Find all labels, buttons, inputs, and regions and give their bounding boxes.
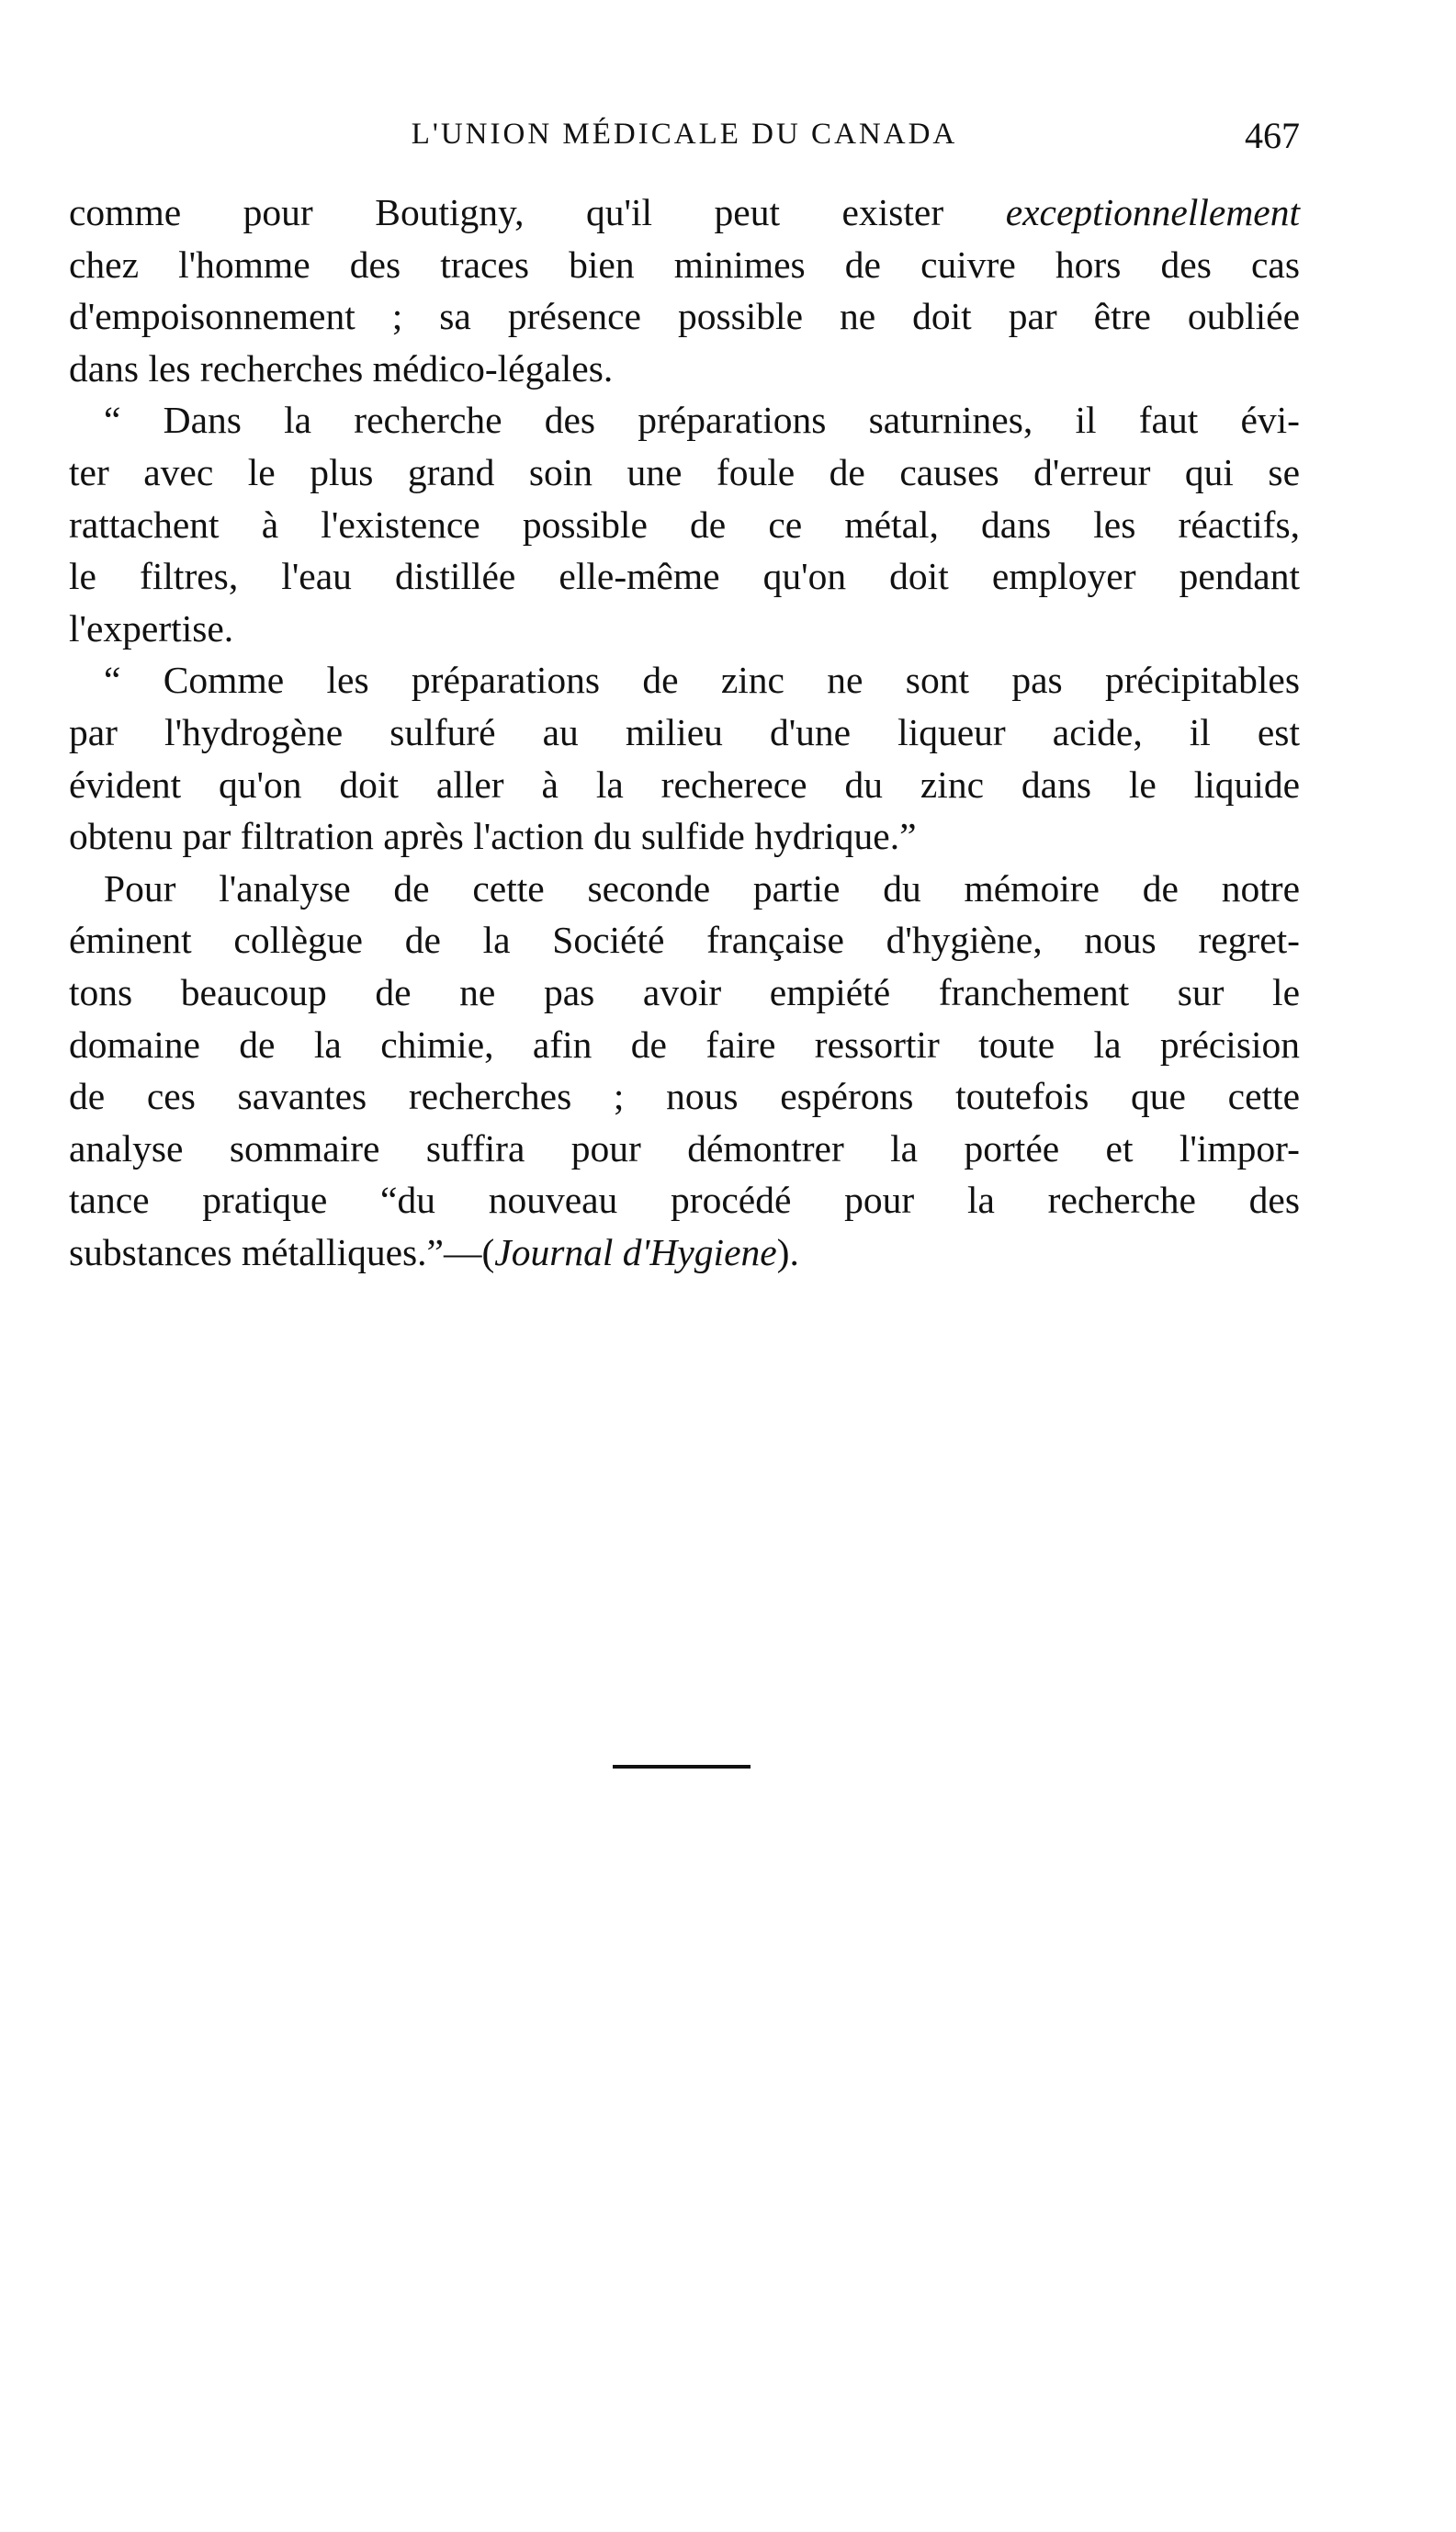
text-line-12: évident qu'on doit aller à la recherece du zinc dans le liquide: [69, 763, 1300, 806]
line-text-tail: ).: [776, 1230, 799, 1273]
italic-text: Journal d'Hygiene: [494, 1230, 777, 1273]
text-line-6: ter avec le plus grand soin une foule de causes d'erreur qui se: [69, 450, 1300, 493]
text-line-21: [69, 1226, 1300, 1279]
text-line-7: rattachent à l'existence possible de ce métal, dans les réactifs,: [69, 503, 1300, 546]
text-line-16: tons beaucoup de ne pas avoir empiété franchement sur le: [69, 970, 1300, 1013]
body-text: [69, 187, 1300, 1278]
page-number: 467: [1245, 115, 1300, 156]
text-line-2: chez l'homme des traces bien minimes de cuivre hors des cas: [69, 243, 1300, 286]
text-line-9: l'expertise.: [69, 606, 234, 650]
section-divider: [613, 1765, 751, 1769]
text-line-3: d'empoisonnement ; sa présence possible ne doit par être oubliée: [69, 295, 1300, 338]
text-line-20: tance pratique “du nouveau procédé pour la recherche des: [69, 1179, 1300, 1222]
running-head: [69, 115, 1300, 164]
line-text: comme pour Boutigny, qu'il peut exister: [69, 191, 1006, 233]
text-line-11: par l'hydrogène sulfuré au milieu d'une liqueur acide, il est: [69, 710, 1300, 753]
text-line-4: dans les recherches médico-légales.: [69, 346, 614, 390]
text-line-18: de ces savantes recherches ; nous espérons toutefois que cette: [69, 1075, 1300, 1118]
line-text: substances métalliques.”—(: [69, 1230, 495, 1273]
running-title: L'UNION MÉDICALE DU CANADA: [411, 118, 958, 151]
text-line-19: analyse sommaire suffira pour démontrer la portée et l'impor-: [69, 1126, 1300, 1170]
text-line-8: le filtres, l'eau distillée elle-même qu'on doit employer pendant: [69, 555, 1300, 598]
italic-text: exceptionnellement: [1005, 191, 1300, 233]
text-line-13: obtenu par filtration après l'action du sulfide hydrique.”: [69, 815, 917, 858]
text-line-15: éminent collègue de la Société française d'hygiène, nous regret-: [69, 919, 1300, 962]
text-line-10: “ Comme les préparations de zinc ne sont pas précipitables: [104, 659, 1300, 702]
text-line-14: Pour l'analyse de cette seconde partie du mémoire de notre: [104, 866, 1300, 910]
text-line-5: “ Dans la recherche des préparations saturnines, il faut évi-: [104, 399, 1300, 442]
text-line-1: [69, 187, 1300, 239]
text-line-17: domaine de la chimie, afin de faire ressortir toute la précision: [69, 1023, 1300, 1066]
